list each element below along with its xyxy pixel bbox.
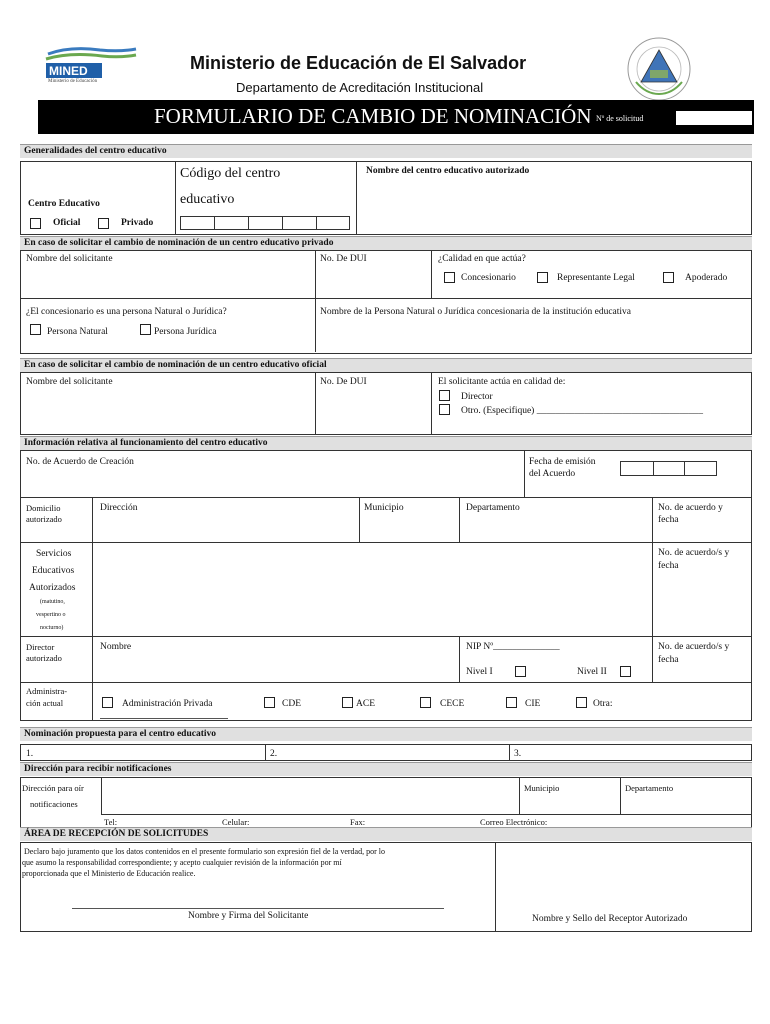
fecha-emision-label: Fecha de emisión xyxy=(529,457,596,467)
persona-juridica-label: Persona Jurídica xyxy=(154,327,217,337)
tel-label: Tel: xyxy=(104,817,118,827)
nip-label: NIP Nº______________ xyxy=(466,642,560,652)
cece-checkbox[interactable] xyxy=(420,697,431,708)
cde-checkbox[interactable] xyxy=(264,697,275,708)
firma-receptor-label: Nombre y Sello del Receptor Autorizado xyxy=(532,914,688,924)
section-privado-title: En caso de solicitar el cambio de nominación de un centro educativo privado xyxy=(20,236,752,250)
request-number-label: Nº de solicitud xyxy=(596,114,644,123)
ministry-title: Ministerio de Educación de El Salvador xyxy=(190,53,527,73)
cie-label: CIE xyxy=(525,699,541,709)
cece-label: CECE xyxy=(440,699,465,709)
ace-checkbox[interactable] xyxy=(342,697,353,708)
director-nombre-label: Nombre xyxy=(100,642,132,652)
declaracion-line-2: que asumo la responsabilidad correspondiente; y acepto cualquier revisión de la información por mí xyxy=(22,858,342,867)
admin-actual-label-2: ción actual xyxy=(26,698,64,708)
nombre-persona-label: Nombre de la Persona Natural o Jurídica concesionaria de la institución educativa xyxy=(320,307,632,317)
concesionario-checkbox[interactable] xyxy=(444,272,455,283)
notif-municipio-label: Municipio xyxy=(524,783,560,793)
cie-checkbox[interactable] xyxy=(506,697,517,708)
info-box xyxy=(20,450,752,721)
mined-logo xyxy=(40,44,140,90)
ace-label: ACE xyxy=(356,699,375,709)
mined-logo-text: MINED xyxy=(49,64,88,78)
director-label: Director xyxy=(461,392,493,402)
nominacion-option-2[interactable]: 2. xyxy=(270,749,278,759)
privado-checkbox[interactable] xyxy=(98,218,109,229)
privado-box xyxy=(20,250,752,354)
acuerdo-creacion-label: No. de Acuerdo de Creación xyxy=(26,457,134,467)
departamento-label: Departamento xyxy=(466,503,520,513)
otra-label: Otra: xyxy=(593,699,613,709)
admin-actual-label: Administra- xyxy=(26,686,68,696)
domicilio-label-2: autorizado xyxy=(26,514,62,524)
otra-specify-line[interactable] xyxy=(100,718,228,719)
oficial-label: Oficial xyxy=(53,218,81,228)
acuerdo-fecha-label-2: fecha xyxy=(658,515,679,525)
celular-label: Celular: xyxy=(222,817,250,827)
representante-checkbox[interactable] xyxy=(537,272,548,283)
nivel2-checkbox[interactable] xyxy=(620,666,631,677)
section-generalidades-title: Generalidades del centro educativo xyxy=(20,144,752,158)
director-autorizado-label-2: autorizado xyxy=(26,653,62,663)
director-autorizado-label: Director xyxy=(26,642,55,652)
natural-juridica-question: ¿El concesionario es una persona Natural o Jurídica? xyxy=(26,307,227,317)
domicilio-label: Domicilio xyxy=(26,503,61,513)
acuerdo-fecha-label: No. de acuerdo y xyxy=(658,503,723,513)
persona-natural-label: Persona Natural xyxy=(47,327,108,337)
notif-direccion-label: Dirección para oír xyxy=(22,783,84,793)
nominacion-option-1[interactable]: 1. xyxy=(26,749,34,759)
declaracion-line-3: proporcionada que el Ministerio de Educación realice. xyxy=(22,869,196,878)
nombre-autorizado-label: Nombre del centro educativo autorizado xyxy=(366,166,530,176)
oficial-solicitante-label: Nombre del solicitante xyxy=(26,377,113,387)
el-salvador-seal xyxy=(626,36,692,102)
servicios-label-4: (matutino, xyxy=(40,599,65,605)
acuerdos-fecha-label: No. de acuerdo/s y xyxy=(658,548,730,558)
codigo-label: Código del centro xyxy=(180,166,281,181)
acuerdos-fecha-dir-label-2: fecha xyxy=(658,655,679,665)
firma-solicitante-label: Nombre y Firma del Solicitante xyxy=(188,911,309,921)
servicios-label-5: vespertino o xyxy=(36,612,66,618)
section-nominacion-title: Nominación propuesta para el centro educativo xyxy=(20,727,752,741)
nivel1-checkbox[interactable] xyxy=(515,666,526,677)
oficial-calidad-label: El solicitante actúa en calidad de: xyxy=(438,377,566,387)
privado-solicitante-label: Nombre del solicitante xyxy=(26,254,113,264)
request-number-field[interactable] xyxy=(676,111,752,125)
section-recepcion-title: ÁREA DE RECEPCIÓN DE SOLICITUDES xyxy=(20,827,752,841)
nominacion-box xyxy=(20,744,752,761)
oficial-dui-label: No. De DUI xyxy=(320,377,367,387)
oficial-box xyxy=(20,372,752,435)
servicios-label-3: Autorizados xyxy=(29,583,76,593)
servicios-label: Servicios xyxy=(36,549,72,559)
notif-departamento-label: Departamento xyxy=(625,783,674,793)
otro-label: Otro. (Especifique) ___________________________________ xyxy=(461,406,703,416)
declaracion-line-1: Declaro bajo juramento que los datos contenidos en el presente formulario son expresión fiel de la verdad, por lo xyxy=(24,847,385,856)
form-title: FORMULARIO DE CAMBIO DE NOMINACIÓN xyxy=(154,104,592,128)
director-checkbox[interactable] xyxy=(439,390,450,401)
nivel2-label: Nivel II xyxy=(577,667,607,677)
persona-natural-checkbox[interactable] xyxy=(30,324,41,335)
otro-checkbox[interactable] xyxy=(439,404,450,415)
nominacion-option-3[interactable]: 3. xyxy=(514,749,522,759)
municipio-label: Municipio xyxy=(364,503,404,513)
servicios-label-2: Educativos xyxy=(32,566,75,576)
representante-label: Representante Legal xyxy=(557,273,635,283)
oficial-checkbox[interactable] xyxy=(30,218,41,229)
fecha-emision-field[interactable] xyxy=(620,461,717,476)
section-info-title: Información relativa al funcionamiento del centro educativo xyxy=(20,436,752,450)
privado-label: Privado xyxy=(121,218,154,228)
mined-logo-subtext: Ministerio de Educación xyxy=(48,79,98,84)
persona-juridica-checkbox[interactable] xyxy=(140,324,151,335)
firma-solicitante-line[interactable] xyxy=(72,908,444,909)
nivel1-label: Nivel I xyxy=(466,667,493,677)
calidad-label: ¿Calidad en que actúa? xyxy=(438,254,526,264)
servicios-label-6: nocturno) xyxy=(40,625,64,631)
privado-dui-label: No. De DUI xyxy=(320,254,367,264)
fax-label: Fax: xyxy=(350,817,366,827)
admin-privada-label: Administración Privada xyxy=(122,699,213,709)
direccion-label: Dirección xyxy=(100,503,138,513)
cde-label: CDE xyxy=(282,699,301,709)
codigo-label-2: educativo xyxy=(180,192,235,207)
otra-checkbox[interactable] xyxy=(576,697,587,708)
acuerdos-fecha-label-2: fecha xyxy=(658,561,679,571)
apoderado-label: Apoderado xyxy=(685,273,728,283)
acuerdos-fecha-dir-label: No. de acuerdo/s y xyxy=(658,642,730,652)
correo-label: Correo Electrónico: xyxy=(480,817,548,827)
department-title: Departamento de Acreditación Institucional xyxy=(236,80,484,95)
admin-privada-checkbox[interactable] xyxy=(102,697,113,708)
concesionario-label: Concesionario xyxy=(461,273,516,283)
codigo-field[interactable] xyxy=(180,216,350,230)
section-notif-title: Dirección para recibir notificaciones xyxy=(20,762,752,776)
notif-direccion-label-2: notificaciones xyxy=(30,799,78,809)
centro-educativo-label: Centro Educativo xyxy=(28,199,100,209)
section-oficial-title: En caso de solicitar el cambio de nominación de un centro educativo oficial xyxy=(20,358,752,372)
apoderado-checkbox[interactable] xyxy=(663,272,674,283)
fecha-emision-label-2: del Acuerdo xyxy=(529,469,576,479)
